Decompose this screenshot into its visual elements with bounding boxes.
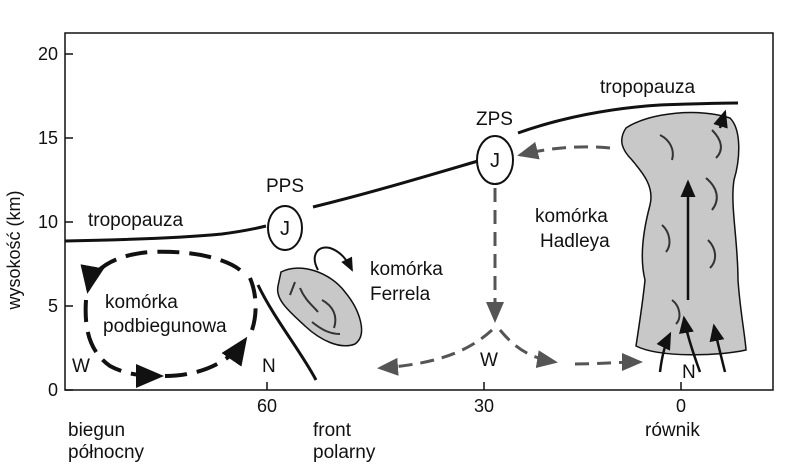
front-label-line2: polarny	[313, 442, 376, 462]
polar-jet-letter: J	[280, 218, 290, 240]
y-tick-label: 20	[37, 44, 58, 64]
polar-cell-circulation	[86, 252, 256, 376]
hadley-cell-label-line1: komórka	[535, 206, 608, 227]
polar-jet-name: PPS	[266, 176, 305, 197]
y-axis	[4, 44, 73, 400]
tropopause-left-label: tropopauza	[88, 210, 184, 231]
y-tick-label: 5	[47, 296, 58, 316]
equator-label: równik	[645, 420, 700, 441]
pole-label-line2: północny	[68, 442, 145, 462]
ferrel-cell-label-line1: komórka	[370, 259, 443, 280]
upper-return-flow	[520, 147, 610, 155]
x-tick-label: 30	[473, 396, 495, 416]
ferrel-rising-arrow	[315, 247, 352, 270]
midlatitude-surface-wind-w: W	[480, 350, 498, 371]
x-tick-label: 60	[256, 396, 278, 416]
y-tick-label: 15	[37, 128, 58, 148]
tropopause-mid-line	[313, 161, 478, 207]
ferrel-cloud	[278, 268, 362, 346]
x-tick-label: 0	[675, 396, 687, 416]
surface-divergence	[380, 330, 640, 368]
pole-label-line1: biegun	[68, 420, 126, 441]
hadley-cell-label-line2: Hadleya	[540, 231, 610, 252]
polar-surface-wind-w: W	[72, 356, 90, 377]
ferrel-cell-label-line2: Ferrela	[370, 284, 431, 305]
y-tick-label: 0	[47, 380, 58, 400]
polar-cell-label-line2: podbiegunowa	[103, 316, 227, 337]
x-axis	[257, 382, 686, 416]
subtropical-jet-letter: J	[490, 150, 500, 172]
tropopause-right-label: tropopauza	[600, 77, 696, 98]
y-tick-label: 10	[37, 212, 58, 232]
equator-surface-wind-n: N	[682, 362, 696, 383]
subtropical-jet-name: ZPS	[476, 109, 513, 130]
front-surface-wind-n: N	[262, 356, 276, 377]
front-label-line1: front	[313, 420, 352, 441]
y-axis-label: wysokość (km)	[4, 190, 24, 310]
polar-cell-label-line1: komórka	[105, 292, 178, 313]
